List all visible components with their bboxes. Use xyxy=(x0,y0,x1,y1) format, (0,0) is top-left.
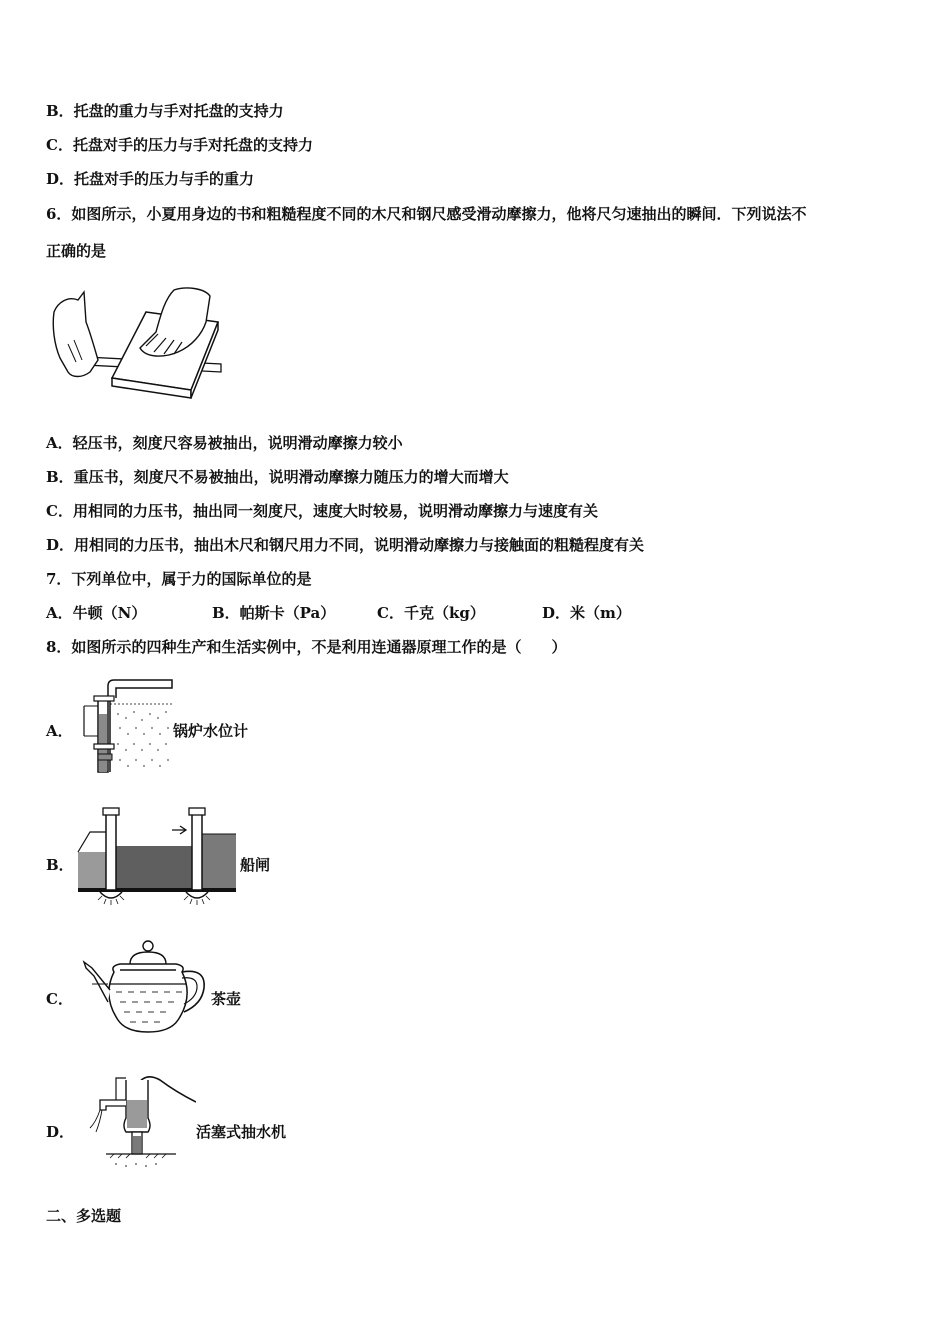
q8-option-b-caption-text: 船闸 xyxy=(240,856,271,874)
q8-figure-ship-lock xyxy=(76,806,236,906)
q5-option-b: B．托盘的重力与手对托盘的支持力 xyxy=(46,102,284,120)
q8-stem: 8．如图所示的四种生产和生活实例中，不是利用连通器原理工作的是（ ） xyxy=(46,638,567,656)
q6-stem-line2: 正确的是 xyxy=(46,242,107,260)
q7-option-a: A．牛顿（N） xyxy=(46,604,147,622)
q5-option-c: C．托盘对手的压力与手对托盘的支持力 xyxy=(46,136,313,154)
q8-option-d-caption: 活塞式抽水机 xyxy=(196,1123,287,1141)
q6-option-c: C．用相同的力压书，抽出同一刻度尺，速度大时较易，说明滑动摩擦力与速度有关 xyxy=(46,502,598,520)
q6-option-a: A．轻压书，刻度尺容易被抽出，说明滑动摩擦力较小 xyxy=(46,434,403,452)
q6-option-d: D．用相同的力压书，抽出木尺和钢尺用力不同，说明滑动摩擦力与接触面的粗糙程度有关 xyxy=(46,536,645,554)
q8-option-d-letter: D． xyxy=(46,1123,75,1141)
q8-figure-piston-pump xyxy=(76,1070,196,1170)
section-multi-choice-title: 二、多选题 xyxy=(46,1207,122,1225)
q7-stem: 7．下列单位中，属于力的国际单位的是 xyxy=(46,570,312,588)
q7-option-c: C．千克（kg） xyxy=(377,604,485,622)
q8-option-c-letter: C． xyxy=(46,990,73,1008)
q7-option-d: D．米（m） xyxy=(542,604,631,622)
q6-option-b: B．重压书，刻度尺不易被抽出，说明滑动摩擦力随压力的增大而增大 xyxy=(46,468,509,486)
q5-option-d: D．托盘对手的压力与手的重力 xyxy=(46,170,255,188)
q8-figure-boiler-gauge xyxy=(78,674,173,774)
q8-figure-teapot xyxy=(80,938,210,1038)
q8-option-a-letter: A． xyxy=(46,722,73,740)
q8-option-b-letter: B． xyxy=(46,856,74,874)
q6-stem-line1: 6．如图所示，小夏用身边的书和粗糙程度不同的木尺和钢尺感受滑动摩擦力，他将尺匀速抽出的瞬间．下列说法不 xyxy=(46,205,807,223)
q6-figure-book-ruler xyxy=(46,282,226,402)
q7-option-b: B．帕斯卡（Pa） xyxy=(212,604,336,622)
q8-option-a-caption: 锅炉水位计 xyxy=(173,722,249,740)
q8-option-c-caption: 茶壶 xyxy=(211,990,242,1008)
